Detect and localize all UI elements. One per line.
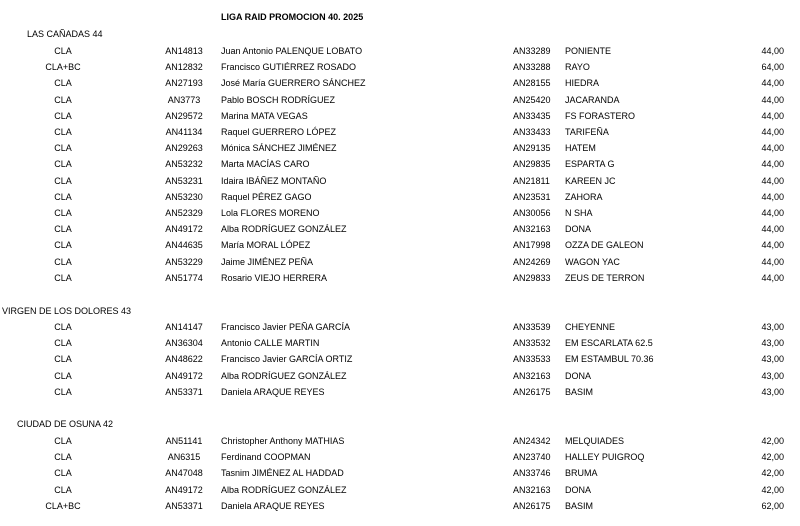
score-cell: 62,00: [761, 501, 784, 511]
rider-name-cell: Raquel PÉREZ GAGO: [221, 192, 312, 202]
score-cell: 42,00: [761, 436, 784, 446]
rider-license-cell: AN41134: [165, 127, 203, 137]
horse-name-cell: HATEM: [565, 143, 596, 153]
rider-license-cell: AN53371: [165, 387, 203, 397]
rider-license-cell: AN14147: [165, 322, 203, 332]
score-cell: 44,00: [761, 46, 784, 56]
table-row: [0, 467, 800, 483]
rider-license-cell: AN48622: [165, 354, 203, 364]
score-cell: 44,00: [761, 273, 784, 283]
table-row: [0, 337, 800, 353]
table-row: [0, 239, 800, 255]
rider-name-cell: Alba RODRÍGUEZ GONZÁLEZ: [221, 485, 347, 495]
horse-license-cell: AN33746: [513, 468, 551, 478]
score-cell: 42,00: [761, 468, 784, 478]
category-cell: CLA: [54, 208, 72, 218]
rider-license-cell: AN53232: [165, 159, 203, 169]
rider-license-cell: AN51141: [165, 436, 203, 446]
horse-name-cell: FS FORASTERO: [565, 111, 636, 121]
category-cell: CLA: [54, 224, 72, 234]
table-row: [0, 484, 800, 500]
table-row: [0, 142, 800, 158]
table-row: [0, 94, 800, 110]
horse-license-cell: AN30056: [513, 208, 551, 218]
horse-name-cell: DONA: [565, 224, 592, 234]
table-row: [0, 61, 800, 77]
table-row: [0, 272, 800, 288]
category-cell: CLA: [54, 338, 72, 348]
rider-license-cell: AN29263: [165, 143, 203, 153]
horse-name-cell: EM ESCARLATA 62.5: [565, 338, 653, 348]
score-cell: 44,00: [761, 127, 784, 137]
rider-license-cell: AN51774: [165, 273, 203, 283]
horse-license-cell: AN26175: [513, 501, 551, 511]
category-cell: CLA: [54, 436, 72, 446]
rider-name-cell: Antonio CALLE MARTIN: [221, 338, 320, 348]
table-row: [0, 158, 800, 174]
table-row: [0, 386, 800, 402]
horse-license-cell: AN29833: [513, 273, 551, 283]
rider-license-cell: AN52329: [165, 208, 203, 218]
category-cell: CLA: [54, 354, 72, 364]
rider-license-cell: AN53231: [165, 176, 203, 186]
category-cell: CLA: [54, 452, 72, 462]
horse-license-cell: AN33433: [513, 127, 551, 137]
horse-name-cell: DONA: [565, 371, 592, 381]
rider-license-cell: AN6315: [167, 452, 201, 462]
rider-name-cell: Daniela ARAQUE REYES: [221, 387, 325, 397]
table-row: [0, 500, 800, 516]
category-cell: CLA: [54, 111, 72, 121]
rider-license-cell: AN36304: [165, 338, 203, 348]
horse-name-cell: DONA: [565, 485, 592, 495]
horse-name-cell: KAREEN JC: [565, 176, 616, 186]
rider-name-cell: Marina MATA VEGAS: [221, 111, 308, 121]
score-cell: 44,00: [761, 143, 784, 153]
table-row: [0, 126, 800, 142]
rider-name-cell: Pablo BOSCH RODRÍGUEZ: [221, 95, 336, 105]
table-row: [0, 353, 800, 369]
rider-license-cell: AN49172: [165, 224, 203, 234]
category-cell: CLA: [54, 143, 72, 153]
horse-name-cell: JACARANDA: [565, 95, 620, 105]
rider-name-cell: Daniela ARAQUE REYES: [221, 501, 325, 511]
category-cell: CLA: [54, 485, 72, 495]
rider-name-cell: Jaime JIMÉNEZ PEÑA: [221, 257, 314, 267]
page-title: LIGA RAID PROMOCION 40. 2025: [221, 12, 364, 22]
score-cell: 44,00: [761, 208, 784, 218]
rider-name-cell: Rosario VIEJO HERRERA: [221, 273, 328, 283]
rider-license-cell: AN44635: [165, 240, 203, 250]
category-cell: CLA: [54, 95, 72, 105]
rider-name-cell: Raquel GUERRERO LÓPEZ: [221, 127, 337, 137]
category-cell: CLA: [54, 127, 72, 137]
score-cell: 44,00: [761, 95, 784, 105]
horse-license-cell: AN24342: [513, 436, 551, 446]
rider-license-cell: AN53229: [165, 257, 203, 267]
rider-name-cell: Francisco GUTIÉRREZ ROSADO: [221, 62, 357, 72]
table-row: [0, 370, 800, 386]
horse-name-cell: BASIM: [565, 501, 594, 511]
category-cell: CLA: [54, 371, 72, 381]
category-cell: CLA: [54, 192, 72, 202]
category-cell: CLA+BC: [45, 501, 81, 511]
horse-name-cell: BRUMA: [565, 468, 598, 478]
horse-name-cell: EM ESTAMBUL 70.36: [565, 354, 654, 364]
rider-name-cell: Alba RODRÍGUEZ GONZÁLEZ: [221, 371, 347, 381]
score-cell: 43,00: [761, 322, 784, 332]
horse-license-cell: AN33435: [513, 111, 551, 121]
table-row: [0, 175, 800, 191]
score-cell: 44,00: [761, 224, 784, 234]
score-cell: 43,00: [761, 387, 784, 397]
score-cell: 44,00: [761, 159, 784, 169]
table-row: [0, 191, 800, 207]
score-cell: 44,00: [761, 257, 784, 267]
score-cell: 42,00: [761, 452, 784, 462]
horse-license-cell: AN33289: [513, 46, 551, 56]
horse-name-cell: TARIFEÑA: [565, 127, 609, 137]
score-cell: 43,00: [761, 338, 784, 348]
horse-license-cell: AN33288: [513, 62, 551, 72]
rider-name-cell: José María GUERRERO SÁNCHEZ: [221, 78, 366, 88]
category-cell: CLA: [54, 257, 72, 267]
rider-license-cell: AN49172: [165, 371, 203, 381]
score-cell: 64,00: [761, 62, 784, 72]
rider-name-cell: Ferdinand COOPMAN: [221, 452, 311, 462]
score-cell: 44,00: [761, 192, 784, 202]
horse-name-cell: N SHA: [565, 208, 593, 218]
table-row: [0, 207, 800, 223]
horse-name-cell: MELQUIADES: [565, 436, 625, 446]
rider-name-cell: Mónica SÁNCHEZ JIMÉNEZ: [221, 143, 337, 153]
table-row: [0, 451, 800, 467]
category-cell: CLA: [54, 273, 72, 283]
rider-name-cell: Idaira IBÁÑEZ MONTAÑO: [221, 176, 327, 186]
rider-name-cell: Lola FLORES MORENO: [221, 208, 320, 218]
horse-license-cell: AN33533: [513, 354, 551, 364]
club-heading: CIUDAD DE OSUNA 42: [17, 419, 114, 429]
table-row: [0, 45, 800, 61]
table-row: [0, 223, 800, 239]
horse-license-cell: AN32163: [513, 485, 551, 495]
horse-license-cell: AN26175: [513, 387, 551, 397]
horse-name-cell: WAGON YAC: [565, 257, 620, 267]
horse-license-cell: AN32163: [513, 224, 551, 234]
horse-name-cell: PONIENTE: [565, 46, 612, 56]
club-heading: VIRGEN DE LOS DOLORES 43: [2, 306, 132, 316]
horse-license-cell: AN29135: [513, 143, 551, 153]
table-row: [0, 435, 800, 451]
rider-name-cell: Francisco Javier PEÑA GARCÍA: [221, 322, 351, 332]
horse-license-cell: AN33532: [513, 338, 551, 348]
score-cell: 43,00: [761, 371, 784, 381]
horse-license-cell: AN24269: [513, 257, 551, 267]
horse-license-cell: AN28155: [513, 78, 551, 88]
table-row: [0, 321, 800, 337]
table-row: [0, 256, 800, 272]
rider-license-cell: AN29572: [165, 111, 203, 121]
score-cell: 44,00: [761, 78, 784, 88]
score-cell: 44,00: [761, 176, 784, 186]
score-cell: 44,00: [761, 111, 784, 121]
horse-name-cell: ESPARTA G: [565, 159, 615, 169]
horse-name-cell: BASIM: [565, 387, 594, 397]
horse-name-cell: CHEYENNE: [565, 322, 616, 332]
score-cell: 44,00: [761, 240, 784, 250]
club-heading: LAS CAÑADAS 44: [27, 29, 103, 39]
rider-name-cell: Marta MACÍAS CARO: [221, 159, 310, 169]
rider-name-cell: Juan Antonio PALENQUE LOBATO: [221, 46, 363, 56]
horse-name-cell: RAYO: [565, 62, 590, 72]
category-cell: CLA: [54, 176, 72, 186]
rider-name-cell: Alba RODRÍGUEZ GONZÁLEZ: [221, 224, 347, 234]
rider-name-cell: Tasnim JIMÉNEZ AL HADDAD: [221, 468, 344, 478]
category-cell: CLA: [54, 46, 72, 56]
rider-name-cell: María MORAL LÓPEZ: [221, 240, 311, 250]
rider-license-cell: AN3773: [167, 95, 201, 105]
horse-license-cell: AN25420: [513, 95, 551, 105]
category-cell: CLA: [54, 78, 72, 88]
rider-license-cell: AN27193: [165, 78, 203, 88]
horse-license-cell: AN23740: [513, 452, 551, 462]
horse-name-cell: HALLEY PUIGROQ: [565, 452, 645, 462]
category-cell: CLA+BC: [45, 62, 81, 72]
horse-name-cell: ZAHORA: [565, 192, 603, 202]
horse-name-cell: HIEDRA: [565, 78, 600, 88]
horse-name-cell: OZZA DE GALEON: [565, 240, 644, 250]
category-cell: CLA: [54, 387, 72, 397]
rider-license-cell: AN53371: [165, 501, 203, 511]
horse-name-cell: ZEUS DE TERRON: [565, 273, 645, 283]
rider-name-cell: Francisco Javier GARCÍA ORTIZ: [221, 354, 353, 364]
horse-license-cell: AN21811: [513, 176, 550, 186]
rider-license-cell: AN12832: [165, 62, 203, 72]
horse-license-cell: AN17998: [513, 240, 551, 250]
rider-license-cell: AN53230: [165, 192, 203, 202]
category-cell: CLA: [54, 240, 72, 250]
category-cell: CLA: [54, 322, 72, 332]
score-cell: 42,00: [761, 485, 784, 495]
horse-license-cell: AN33539: [513, 322, 551, 332]
category-cell: CLA: [54, 159, 72, 169]
category-cell: CLA: [54, 468, 72, 478]
table-row: [0, 77, 800, 93]
rider-name-cell: Christopher Anthony MATHIAS: [221, 436, 345, 446]
rider-license-cell: AN49172: [165, 485, 203, 495]
horse-license-cell: AN32163: [513, 371, 551, 381]
table-row: [0, 110, 800, 126]
rider-license-cell: AN14813: [165, 46, 203, 56]
horse-license-cell: AN29835: [513, 159, 551, 169]
horse-license-cell: AN23531: [513, 192, 551, 202]
score-cell: 43,00: [761, 354, 784, 364]
rider-license-cell: AN47048: [165, 468, 203, 478]
